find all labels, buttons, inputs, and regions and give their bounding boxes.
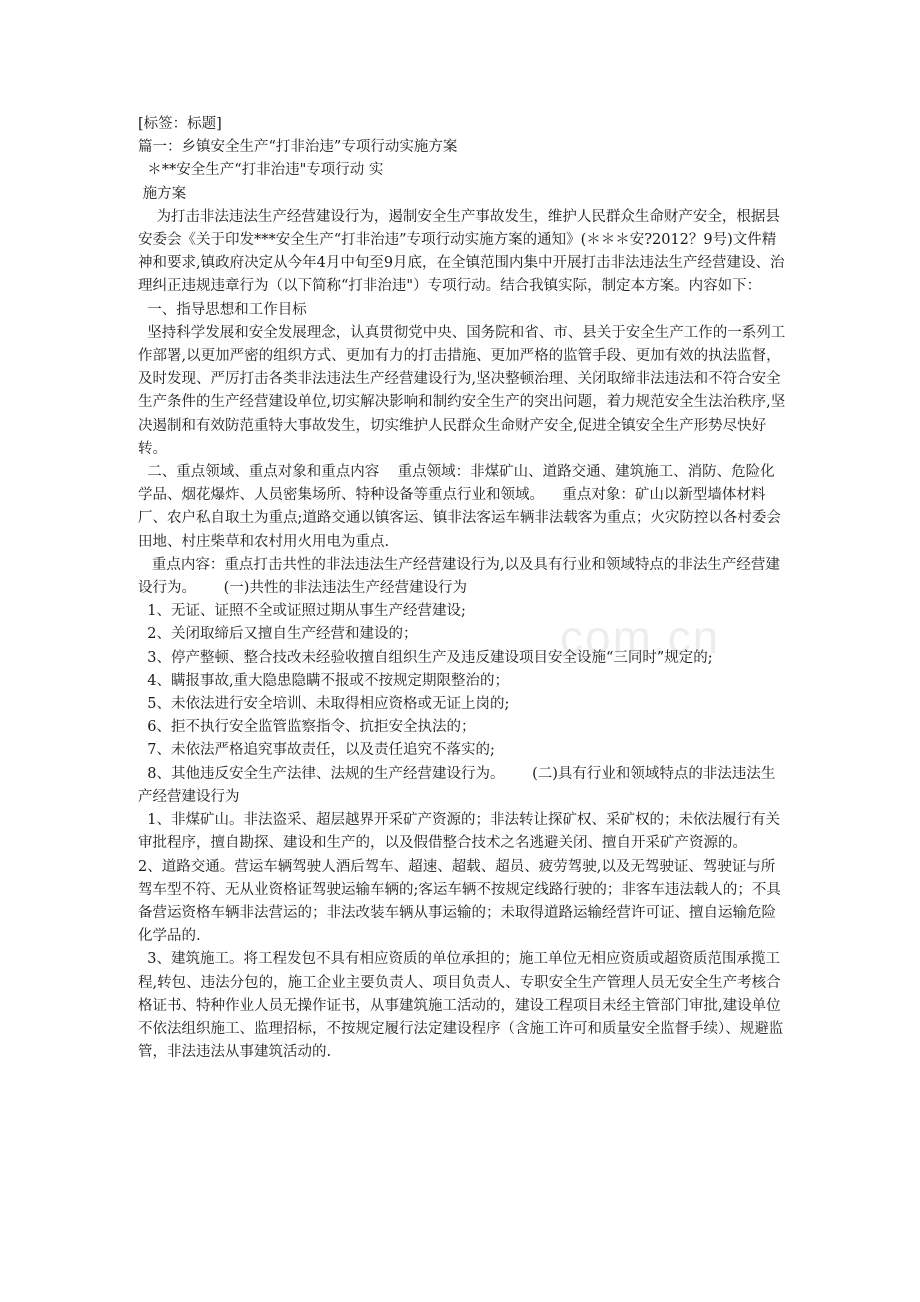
list-item: 6、拒不执行安全监管监察指令、抗拒安全执法的；	[138, 719, 476, 736]
industry-item-mining: 1、非煤矿山。非法盗采、超层越界开采矿产资源的；非法转让探矿权、采矿权的；未依法履行有关审批程序，擅自勘探、建设和生产的，以及假借整合技术之名逃避关闭、擅自开采矿产资源的。	[138, 812, 780, 852]
document-body	[138, 113, 788, 1064]
list-item: 8、其他违反安全生产法律、法规的生产经营建设行为。 (二)具有行业和领域特点的非法违法生产经营建设行为	[138, 765, 776, 805]
tag-line: [标签：标题]	[138, 116, 222, 132]
list-item: 7、未依法严格追究事故责任，以及责任追究不落实的;	[138, 742, 495, 759]
key-objects-paragraph: 学品、烟花爆炸、人员密集场所、特种设备等重点行业和领域。 重点对象：矿山以新型墙体材料厂、农户私自取土为重点;道路交通以镇客运、镇非法客运车辆非法载客为重点；火灾防控以各村委会田地、村庄柴草和农村用火用电为重点.	[138, 487, 781, 550]
title-line-2: 施方案	[138, 185, 187, 202]
list-item: 5、未依法进行安全培训、未取得相应资格或无证上岗的;	[138, 696, 510, 713]
list-item: 1、无证、证照不全或证照过期从事生产经营建设;	[138, 603, 466, 620]
list-item: 3、停产整顿、整合技改未经验收擅自组织生产及违反建设项目安全设施“三同时”规定的;	[138, 649, 713, 666]
section-1-paragraph: 坚持科学发展和安全发展理念，认真贯彻党中央、国务院和省、市、县关于安全生产工作的一系列工作部署,以更加严密的组织方式、更加有力的打击措施、更加严格的监管手段、更加有效的执法监督，及时发现、严厉打击各类非法违法生产经营建设行为,坚决整顿治理、关闭取缔非法违法和不符合安全生产条件的生产经营建设单位,切实解决影响和制约安全生产的突出问题，着力规范安全生法治秩序,坚决遏制和有效防范重特大事故发生，切实维护人民群众生命财产安全,促进全镇安全生产形势尽快好转。	[138, 324, 786, 457]
list-item: 2、关闭取缔后又擅自生产经营和建设的；	[138, 626, 418, 643]
watermark: com.cn	[560, 611, 721, 663]
article-heading: 篇一：乡镇安全生产“打非治违”专项行动实施方案	[138, 139, 458, 156]
industry-item-traffic: 2、道路交通。营运车辆驾驶人酒后驾车、超速、超载、超员、疲劳驾驶,以及无驾驶证、驾驶证与所驾车型不符、无从业资格证驾驶运输车辆的;客运车辆不按规定线路行驶的；非客车违法载人的；不具备营运资格车辆非法营运的；非法改装车辆从事运输的；未取得道路运输经营许可证、擅自运输危险化学品的.	[138, 858, 781, 945]
section-heading-2: 二、重点领域、重点对象和重点内容 重点领域：非煤矿山、道路交通、建筑施工、消防、危险化	[138, 464, 775, 481]
title-line-1: ＊**安全生产“打非治违"专项行动 实	[138, 162, 384, 179]
key-content-paragraph: 重点内容：重点打击共性的非法违法生产经营建设行为,以及具有行业和领域特点的非法生产经营建设行为。 (一)共性的非法违法生产经营建设行为	[138, 556, 780, 597]
intro-paragraph: 为打击非法违法生产经营建设行为，遏制安全生产事故发生，维护人民群众生命财产安全，根据县安委会《关于印发***安全生产“打非治违”专项行动实施方案的通知》(＊＊＊安?2012？9号)文件精神和要求,镇政府决定从今年4月中旬至9月底，在全镇范围内集中开展打击非法违法生产经营建设、治理纠正违规违章行为（以下简称“打非治违"）专项行动。结合我镇实际，制定本方案。内容如下：	[138, 208, 785, 295]
industry-item-construction: 3、建筑施工。将工程发包不具有相应资质的单位承担的；施工单位无相应资质或超资质范围承揽工程,转包、违法分包的，施工企业主要负责人、项目负责人、专职安全生产管理人员无安全生产考核合格证书、特种作业人员无操作证书，从事建筑施工活动的，建设工程项目未经主管部门审批,建设单位不依法组织施工、监理招标，不按规定履行法定建设程序（含施工许可和质量安全监督手续）、规避监管，非法违法从事建筑活动的.	[138, 951, 784, 1061]
list-item: 4、瞒报事故,重大隐患隐瞒不报或不按规定期限整治的；	[138, 672, 510, 689]
section-heading-1: 一、指导思想和工作目标	[138, 301, 307, 318]
